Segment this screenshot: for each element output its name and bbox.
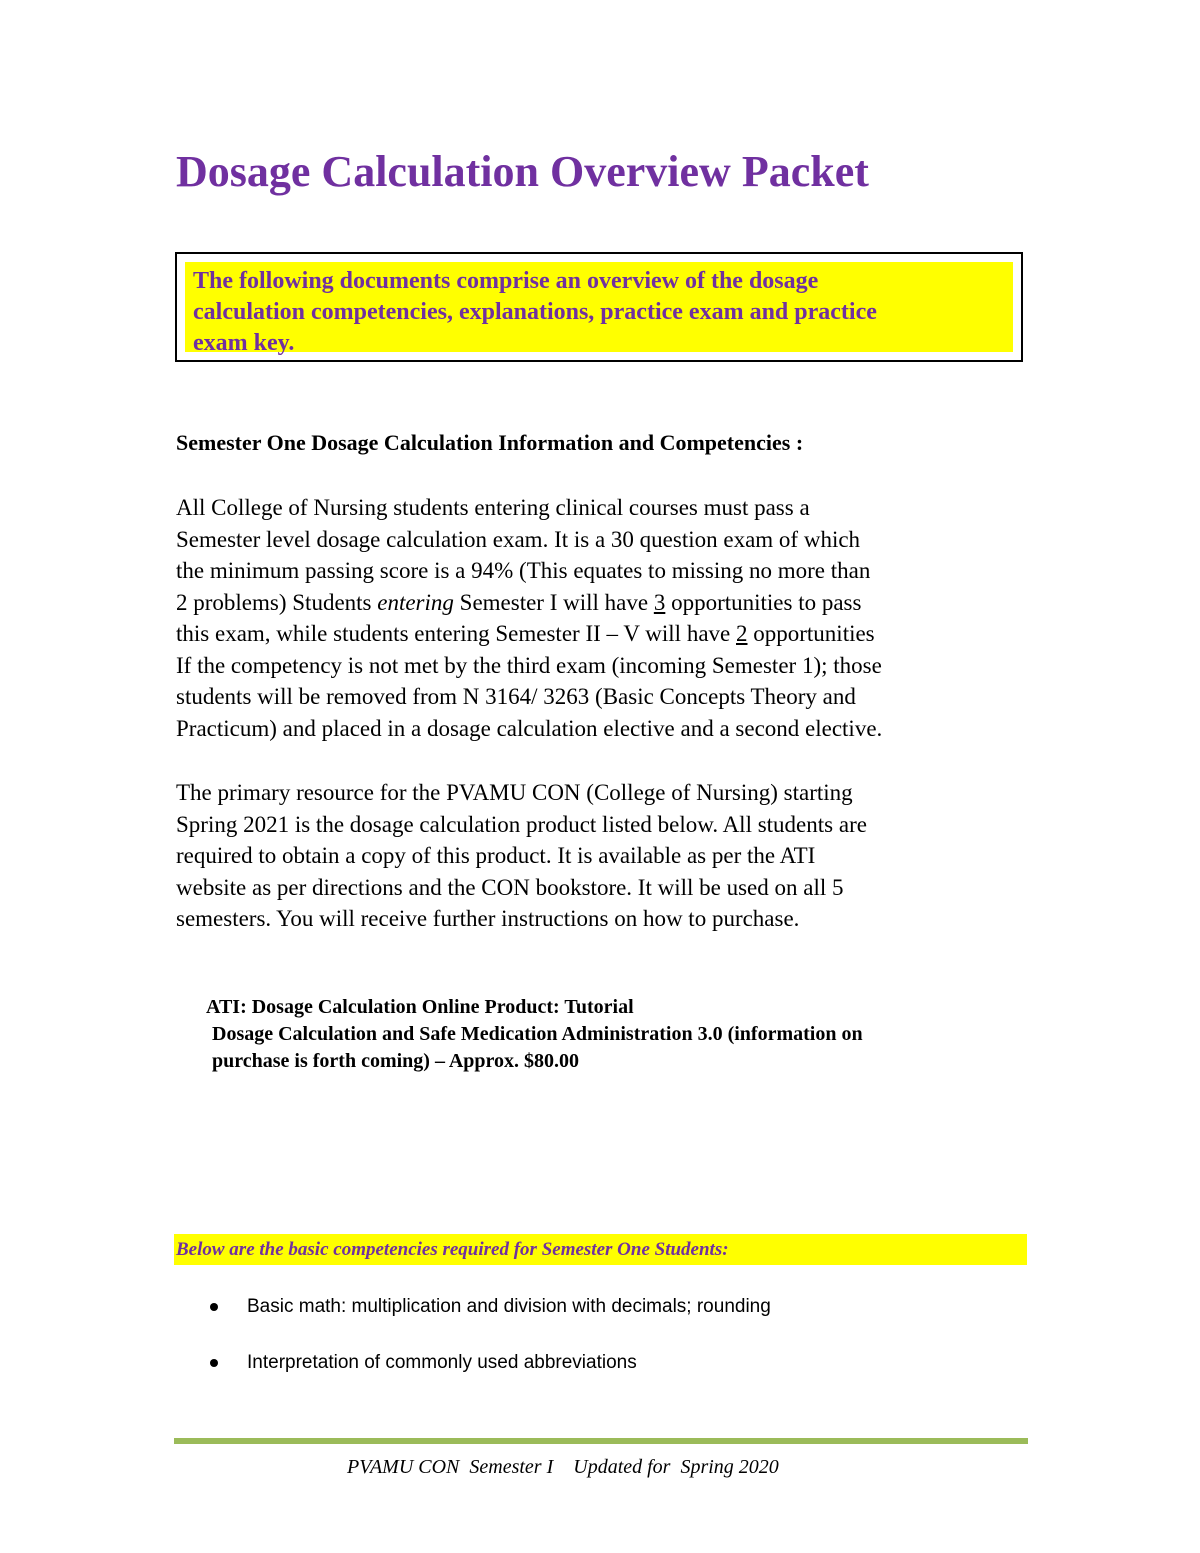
resource-paragraph (176, 777, 1036, 935)
product-line: Dosage Calculation and Safe Medication Administration 3.0 (information on (212, 1023, 863, 1045)
competency-list (210, 1293, 771, 1405)
paragraph-line: Semester level dosage calculation exam. It is a 30 question exam of which (176, 526, 861, 552)
text-run: opportunities to pass (665, 589, 862, 615)
callout-line: exam key. (193, 330, 295, 356)
callout-line: calculation competencies, explanations, practice exam and practice (193, 299, 877, 325)
paragraph-line: If the competency is not met by the third exam (incoming Semester 1); those (176, 652, 882, 678)
product-info (206, 994, 1026, 1075)
product-line: purchase is forth coming) – Approx. $80.00 (212, 1050, 580, 1072)
text-run: opportunities (747, 621, 875, 646)
paragraph-line: Spring 2021 is the dosage calculation product listed below. All students are (176, 811, 867, 837)
paragraph-line: required to obtain a copy of this product. It is available as per the ATI (176, 843, 816, 868)
bullet-icon (210, 1303, 218, 1311)
list-item (210, 1349, 771, 1405)
callout-line: The following documents comprise an overview of the dosage (193, 268, 819, 294)
underlined-number: 3 (653, 589, 666, 615)
product-line: ATI: Dosage Calculation Online Product: Tutorial (206, 996, 634, 1018)
footer-divider (174, 1438, 1028, 1444)
text-run: Semester I will have (453, 589, 654, 615)
underlined-number: 2 (736, 621, 748, 646)
exam-requirements-paragraph (176, 492, 1036, 744)
intro-callout-text (185, 262, 1013, 356)
intro-callout-box (175, 252, 1023, 362)
emphasis-text: entering (377, 589, 454, 615)
paragraph-line: semesters. You will receive further instructions on how to purchase. (176, 906, 800, 931)
paragraph-line (176, 587, 1036, 619)
paragraph-line: Practicum) and placed in a dosage calculation elective and a second elective. (176, 715, 883, 741)
bullet-icon (210, 1359, 218, 1367)
paragraph-line: All College of Nursing students entering clinical courses must pass a (176, 495, 810, 520)
list-item-text: Interpretation of commonly used abbreviations (247, 1352, 637, 1373)
page-footer: PVAMU CON Semester I Updated for Spring 2020 (347, 1456, 779, 1478)
paragraph-line: website as per directions and the CON bookstore. It will be used on all 5 (176, 874, 844, 900)
paragraph-line (176, 618, 1036, 650)
paragraph-line: the minimum passing score is a 94% (This equates to missing no more than (176, 558, 871, 583)
paragraph-line: The primary resource for the PVAMU CON (College of Nursing) starting (176, 780, 853, 805)
page-title: Dosage Calculation Overview Packet (176, 147, 869, 196)
text-run: this exam, while students entering Semester II – V will have (176, 621, 736, 646)
competencies-heading: Below are the basic competencies required for Semester One Students: (174, 1234, 1027, 1265)
text-run: 2 problems) Students (176, 589, 378, 615)
section-heading: Semester One Dosage Calculation Information and Competencies : (176, 430, 804, 455)
list-item-text: Basic math: multiplication and division with decimals; rounding (247, 1296, 771, 1317)
paragraph-line: students will be removed from N 3164/ 3263 (Basic Concepts Theory and (176, 684, 856, 709)
list-item (210, 1293, 771, 1349)
